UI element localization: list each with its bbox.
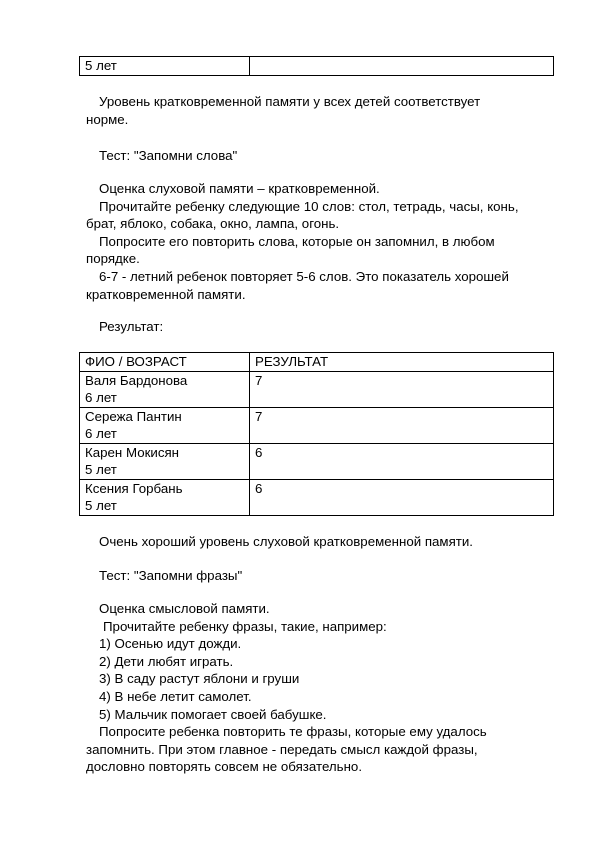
paragraph-norm: Уровень кратковременной памяти у всех детей соответствует норме. <box>86 94 481 127</box>
test1-body: Оценка слуховой памяти – кратковременной. Прочитайте ребенку следующие 10 слов: стол, тетрадь, часы, конь, брат, яблоко, собака, окно, лампа, огонь. Попросите его повторить слова, которые он запомнил, в любом порядке. 6-7 - летний ребенок повторяет 5-6 слов. Это показатель хорошей кратковременной памяти. <box>86 181 519 302</box>
table-cell <box>250 57 554 76</box>
list-item: 5) Мальчик помогает своей бабушке. <box>99 706 327 722</box>
table-row <box>80 371 554 407</box>
column-header: ФИО / ВОЗРАСТ <box>80 353 250 372</box>
test2-title: Тест: "Запомни фразы" <box>99 568 243 583</box>
result-cell: 6 <box>250 443 554 479</box>
conclusion-text: Очень хороший уровень слуховой кратковременной памяти. <box>99 534 473 549</box>
test2-body: Оценка смысловой памяти. Прочитайте ребенку фразы, такие, например: 1) Осенью идут дожди. 2) Дети любят играть. 3) В саду растут яблони и груши 4) В небе летит самолет. 5) Мальчик помогает своей бабушке. Попросите ребенка повторить те фразы, которые ему удалось запомнить. При этом главное - передать смысл каждой фразы, дословно повторять совсем не обязательно. <box>86 600 556 776</box>
result-cell: 7 <box>250 371 554 407</box>
name-cell: Ксения Горбань 5 лет <box>80 479 250 515</box>
result-cell: 6 <box>250 479 554 515</box>
table-row <box>80 57 554 76</box>
list-item: 1) Осенью идут дожди. <box>99 636 242 652</box>
test1-title: Тест: "Запомни слова" <box>99 148 238 163</box>
result-cell: 7 <box>250 407 554 443</box>
table-cell: 5 лет <box>80 57 250 76</box>
list-item: 3) В саду растут яблони и груши <box>99 671 300 687</box>
column-header: РЕЗУЛЬТАТ <box>250 353 554 372</box>
name-cell: Карен Мокисян 5 лет <box>80 443 250 479</box>
table-row <box>80 443 554 479</box>
top-table <box>79 56 554 76</box>
table-header-row <box>80 353 554 372</box>
name-cell: Валя Бардонова 6 лет <box>80 371 250 407</box>
result-label: Результат: <box>99 319 164 334</box>
table-row <box>80 479 554 515</box>
table-row <box>80 407 554 443</box>
results-table <box>79 352 554 516</box>
list-item: 2) Дети любят играть. <box>99 653 234 669</box>
list-item: 4) В небе летит самолет. <box>99 688 252 704</box>
name-cell: Сережа Пантин 6 лет <box>80 407 250 443</box>
